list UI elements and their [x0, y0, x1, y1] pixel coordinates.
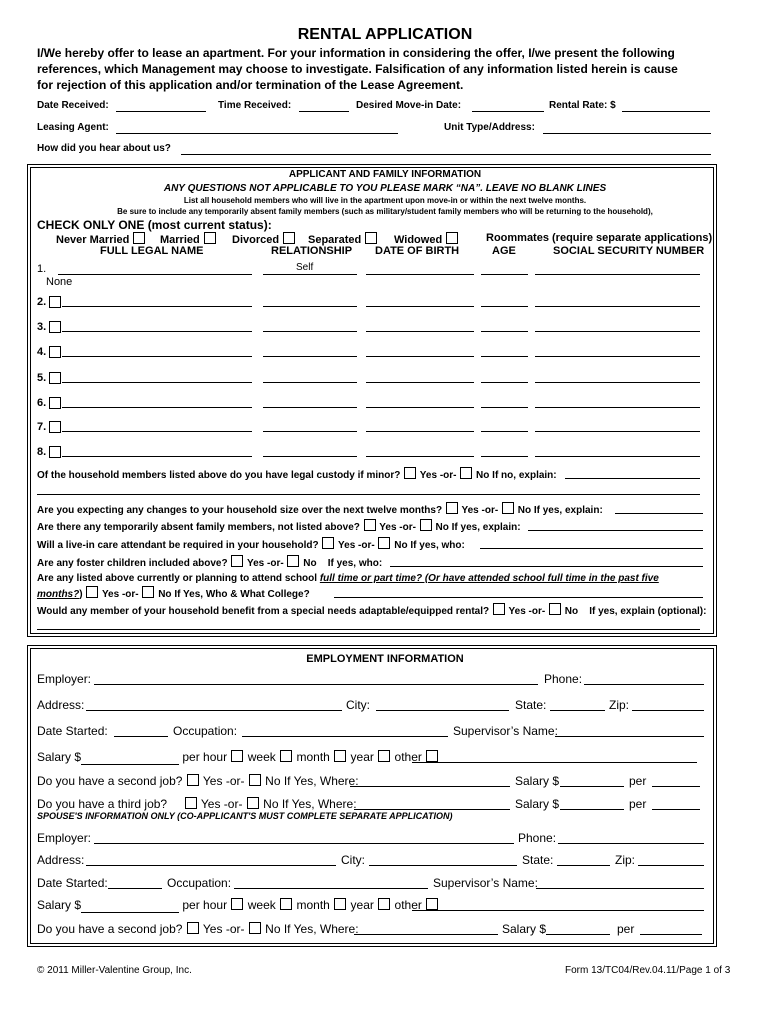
- spouse-employer-label: Employer:: [37, 831, 92, 845]
- foster-yes-checkbox[interactable]: [231, 555, 243, 567]
- absent-explain-field[interactable]: [528, 530, 703, 531]
- second-job-per-label: per: [629, 774, 647, 788]
- spouse-salary-field[interactable]: [81, 898, 179, 913]
- row-dob-field[interactable]: [366, 407, 474, 408]
- spouse-year-checkbox[interactable]: [334, 898, 346, 910]
- row-checkbox[interactable]: [49, 446, 61, 458]
- row-age-field[interactable]: [481, 306, 528, 307]
- row-relationship-field[interactable]: [263, 407, 357, 408]
- school-no-checkbox[interactable]: [142, 586, 154, 598]
- spouse-occupation-field[interactable]: [234, 888, 428, 889]
- second-job-yes-checkbox[interactable]: [187, 774, 199, 786]
- spouse-state-label: State:: [522, 853, 554, 867]
- employer-field[interactable]: [94, 684, 538, 685]
- row-relationship-field[interactable]: [263, 382, 357, 383]
- status-divorced[interactable]: Divorced: [232, 232, 296, 246]
- row-name-field[interactable]: [62, 431, 252, 432]
- phone-field[interactable]: [584, 684, 704, 685]
- livein-no-checkbox[interactable]: [378, 537, 390, 549]
- spouse-zip-label: Zip:: [615, 853, 636, 867]
- row-age-field[interactable]: [481, 407, 528, 408]
- row-name-field[interactable]: [62, 331, 252, 332]
- roommates-label: Roommates (require separate applications): [486, 232, 713, 244]
- status-widowed[interactable]: Widowed: [394, 232, 459, 246]
- row-ssn-field[interactable]: [535, 431, 700, 432]
- row-dob-field[interactable]: [366, 431, 474, 432]
- date-started-field[interactable]: [114, 736, 168, 737]
- employment-section-title: EMPLOYMENT INFORMATION: [306, 653, 464, 665]
- zip-field[interactable]: [632, 710, 704, 711]
- spouse-other-specify-checkbox[interactable]: [426, 898, 438, 910]
- year-checkbox[interactable]: [334, 750, 346, 762]
- intro-line-2: references, which Management may choose to investigate. Falsification of any information listed herein is cause: [37, 62, 678, 76]
- row-1-none: None: [46, 276, 73, 288]
- custody-yes-checkbox[interactable]: [404, 467, 416, 479]
- divorced-checkbox[interactable]: [283, 232, 295, 244]
- q-custody: Of the household members listed above do you have legal custody if minor? Yes -or- No If no, explain:: [37, 467, 557, 481]
- q-absent: Are there any temporarily absent family members, not listed above? Yes -or- No If yes, explain:: [37, 519, 521, 533]
- row-1-relationship-field[interactable]: [263, 274, 357, 275]
- third-job-per-field[interactable]: [652, 809, 700, 810]
- address-label: Address:: [37, 698, 85, 712]
- row-name-field[interactable]: [62, 407, 252, 408]
- time-received-field[interactable]: [299, 111, 349, 112]
- spouse-zip-field[interactable]: [638, 865, 704, 866]
- row-checkbox[interactable]: [49, 321, 61, 333]
- page-title: RENTAL APPLICATION: [297, 26, 473, 43]
- row-age-field[interactable]: [481, 431, 528, 432]
- spouse-second-job-salary-field[interactable]: [546, 934, 610, 935]
- spouse-second-job-yes-checkbox[interactable]: [187, 922, 199, 934]
- time-received-label: Time Received:: [218, 100, 292, 111]
- supervisor-field[interactable]: [555, 736, 704, 737]
- spouse-other-specify-field[interactable]: [412, 910, 704, 911]
- spouse-address-label: Address:: [37, 853, 85, 867]
- row-ssn-field[interactable]: [535, 456, 700, 457]
- row-checkbox[interactable]: [49, 296, 61, 308]
- state-label: State:: [515, 698, 547, 712]
- status-married[interactable]: Married: [160, 232, 217, 246]
- row-dob-field[interactable]: [366, 356, 474, 357]
- special-explain-field[interactable]: [37, 629, 700, 630]
- row-relationship-field[interactable]: [263, 306, 357, 307]
- second-job-row: Do you have a second job? Yes -or- No If Yes, Where:: [37, 774, 359, 788]
- month-checkbox[interactable]: [280, 750, 292, 762]
- status-separated[interactable]: Separated: [308, 232, 378, 246]
- spouse-date-started-label: Date Started:: [37, 876, 108, 890]
- row-relationship-field[interactable]: [263, 331, 357, 332]
- changes-no-checkbox[interactable]: [502, 502, 514, 514]
- spouse-second-job-per-field[interactable]: [640, 934, 702, 935]
- second-job-no-checkbox[interactable]: [249, 774, 261, 786]
- leasing-agent-label: Leasing Agent:: [37, 122, 109, 133]
- third-job-where-field[interactable]: [354, 809, 510, 810]
- row-number: 5.: [37, 372, 47, 384]
- col-age: AGE: [492, 245, 516, 257]
- col-full-legal-name: FULL LEGAL NAME: [100, 245, 204, 257]
- third-job-salary-label: Salary $: [515, 797, 560, 811]
- move-in-label: Desired Move-in Date:: [356, 100, 462, 111]
- spouse-month-checkbox[interactable]: [280, 898, 292, 910]
- row-dob-field[interactable]: [366, 306, 474, 307]
- school-yes-checkbox[interactable]: [86, 586, 98, 598]
- move-in-field[interactable]: [472, 111, 544, 112]
- married-checkbox[interactable]: [204, 232, 216, 244]
- row-1-number: 1.: [37, 263, 47, 275]
- row-number: 4.: [37, 346, 47, 358]
- other-checkbox[interactable]: [378, 750, 390, 762]
- date-started-label: Date Started:: [37, 724, 108, 738]
- foster-no-checkbox[interactable]: [287, 555, 299, 567]
- zip-label: Zip:: [609, 698, 630, 712]
- row-checkbox[interactable]: [49, 421, 61, 433]
- row-ssn-field[interactable]: [535, 356, 700, 357]
- spouse-occupation-label: Occupation:: [167, 876, 232, 890]
- row-age-field[interactable]: [481, 456, 528, 457]
- date-received-field[interactable]: [116, 111, 206, 112]
- changes-explain-field[interactable]: [615, 513, 703, 514]
- separated-checkbox[interactable]: [365, 232, 377, 244]
- how-hear-field[interactable]: [181, 154, 711, 155]
- date-received-label: Date Received:: [37, 100, 109, 111]
- row-relationship-field[interactable]: [263, 456, 357, 457]
- applicant-notice: ANY QUESTIONS NOT APPLICABLE TO YOU PLEASE MARK “NA”. LEAVE NO BLANK LINES: [163, 183, 607, 194]
- q-special: Would any member of your household benefit from a special needs adaptable/equipped rental? Yes -or- No If yes, explain (optional):: [37, 603, 706, 617]
- row-ssn-field[interactable]: [535, 382, 700, 383]
- salary-row: Salary $ per hour week month year other: [37, 750, 439, 765]
- absent-note: Be sure to include any temporarily absent family members (such as military/student family members who will be returning to the household),: [117, 207, 653, 216]
- third-job-no-checkbox[interactable]: [247, 797, 259, 809]
- row-1-name-field[interactable]: [58, 274, 252, 275]
- unit-type-label: Unit Type/Address:: [444, 122, 535, 133]
- employer-label: Employer:: [37, 672, 92, 686]
- spouse-salary-row: Salary $ per hour week month year other: [37, 898, 439, 913]
- second-job-where-field[interactable]: [350, 786, 510, 787]
- second-job-per-field[interactable]: [652, 786, 700, 787]
- third-job-salary-field[interactable]: [560, 809, 624, 810]
- phone-label: Phone:: [544, 672, 583, 686]
- status-never-married[interactable]: Never Married: [56, 232, 146, 246]
- state-field[interactable]: [550, 710, 605, 711]
- row-age-field[interactable]: [481, 382, 528, 383]
- q-school-line-2: months?) Yes -or- No If Yes, Who & What College?: [37, 586, 310, 600]
- spouse-second-job-where-field[interactable]: [354, 934, 498, 935]
- third-job-row: Do you have a third job? Yes -or- No If Yes, Where:: [37, 797, 357, 811]
- school-who-field[interactable]: [334, 597, 703, 598]
- spouse-note: SPOUSE'S INFORMATION ONLY (CO-APPLICANT'S MUST COMPLETE SEPARATE APPLICATION): [37, 811, 453, 821]
- rental-rate-field[interactable]: [622, 111, 710, 112]
- copyright: © 2011 Miller-Valentine Group, Inc.: [37, 965, 192, 976]
- row-ssn-field[interactable]: [535, 407, 700, 408]
- q-changes: Are you expecting any changes to your household size over the next twelve months? Yes -or- No If yes, explain:: [37, 502, 603, 516]
- occupation-field[interactable]: [242, 736, 448, 737]
- row-relationship-field[interactable]: [263, 356, 357, 357]
- spouse-second-job-no-checkbox[interactable]: [249, 922, 261, 934]
- row-age-field[interactable]: [481, 331, 528, 332]
- row-1-ssn-field[interactable]: [535, 274, 700, 275]
- spouse-phone-label: Phone:: [518, 831, 557, 845]
- special-no-checkbox[interactable]: [549, 603, 561, 615]
- col-relationship: RELATIONSHIP: [271, 245, 353, 257]
- custody-explain-line-2[interactable]: [37, 494, 700, 495]
- row-name-field[interactable]: [62, 356, 252, 357]
- leasing-agent-field[interactable]: [116, 133, 398, 134]
- livein-who-field[interactable]: [480, 548, 703, 549]
- row-checkbox[interactable]: [49, 372, 61, 384]
- row-number: 7.: [37, 421, 47, 433]
- city-label: City:: [346, 698, 370, 712]
- applicant-section-title: APPLICANT AND FAMILY INFORMATION: [288, 169, 482, 180]
- foster-who-field[interactable]: [390, 566, 703, 567]
- spouse-state-field[interactable]: [557, 865, 610, 866]
- absent-yes-checkbox[interactable]: [364, 519, 376, 531]
- unit-type-field[interactable]: [543, 133, 711, 134]
- row-name-field[interactable]: [62, 306, 252, 307]
- row-age-field[interactable]: [481, 356, 528, 357]
- third-job-yes-checkbox[interactable]: [185, 797, 197, 809]
- intro-line-3: for rejection of this application and/or termination of the Lease Agreement.: [37, 78, 464, 92]
- rental-rate-label: Rental Rate: $: [549, 100, 616, 111]
- address-field[interactable]: [86, 710, 342, 711]
- row-checkbox[interactable]: [49, 346, 61, 358]
- row-number: 2.: [37, 296, 47, 308]
- col-date-of-birth: DATE OF BIRTH: [375, 245, 460, 257]
- spouse-date-started-field[interactable]: [108, 888, 162, 889]
- q-livein: Will a live-in care attendant be required in your household? Yes -or- No If yes, who:: [37, 537, 465, 551]
- spouse-second-job-per-label: per: [617, 922, 635, 936]
- never-married-checkbox[interactable]: [133, 232, 145, 244]
- custody-explain-field[interactable]: [565, 478, 700, 479]
- spouse-other-checkbox[interactable]: [378, 898, 390, 910]
- row-ssn-field[interactable]: [535, 331, 700, 332]
- list-note: List all household members who will live in the apartment upon move-in or within the next twelve months.: [183, 196, 587, 205]
- row-1-dob-field[interactable]: [366, 274, 474, 275]
- widowed-checkbox[interactable]: [446, 232, 458, 244]
- row-dob-field[interactable]: [366, 331, 474, 332]
- second-job-salary-field[interactable]: [560, 786, 624, 787]
- spouse-supervisor-label: Supervisor’s Name:: [433, 876, 538, 890]
- col-ssn: SOCIAL SECURITY NUMBER: [553, 245, 705, 257]
- custody-no-checkbox[interactable]: [460, 467, 472, 479]
- spouse-address-field[interactable]: [86, 865, 336, 866]
- check-one-heading: CHECK ONLY ONE (most current status):: [37, 218, 272, 232]
- livein-yes-checkbox[interactable]: [322, 537, 334, 549]
- spouse-second-job-row: Do you have a second job? Yes -or- No If Yes, Where:: [37, 922, 359, 936]
- absent-no-checkbox[interactable]: [420, 519, 432, 531]
- special-yes-checkbox[interactable]: [493, 603, 505, 615]
- city-field[interactable]: [376, 710, 509, 711]
- row-1-self: Self: [296, 262, 314, 273]
- row-number: 6.: [37, 397, 47, 409]
- spouse-week-checkbox[interactable]: [231, 898, 243, 910]
- row-dob-field[interactable]: [366, 456, 474, 457]
- row-number: 8.: [37, 446, 47, 458]
- row-checkbox[interactable]: [49, 397, 61, 409]
- third-job-per-label: per: [629, 797, 647, 811]
- row-relationship-field[interactable]: [263, 431, 357, 432]
- spouse-city-label: City:: [341, 853, 365, 867]
- spouse-second-job-salary-label: Salary $: [502, 922, 547, 936]
- occupation-label: Occupation:: [173, 724, 238, 738]
- q-foster: Are any foster children included above? Yes -or- No If yes, who:: [37, 555, 382, 569]
- changes-yes-checkbox[interactable]: [446, 502, 458, 514]
- row-name-field[interactable]: [62, 456, 252, 457]
- spouse-employer-field[interactable]: [94, 843, 514, 844]
- other-specify-field[interactable]: [412, 762, 697, 763]
- row-name-field[interactable]: [62, 382, 252, 383]
- second-job-salary-label: Salary $: [515, 774, 560, 788]
- intro-line-1: I/We hereby offer to lease an apartment. For your information in considering the offer, I/we present the following: [37, 46, 675, 60]
- row-1-age-field[interactable]: [481, 274, 528, 275]
- spouse-supervisor-field[interactable]: [536, 888, 704, 889]
- form-id: Form 13/TC04/Rev.04.11/Page 1 of 3: [565, 965, 731, 976]
- row-number: 3.: [37, 321, 47, 333]
- how-hear-label: How did you hear about us?: [37, 143, 171, 154]
- salary-field[interactable]: [81, 750, 179, 765]
- q-school-line-1: Are any listed above currently or planning to attend school full time or part time? (Or have attended school full time in the past five: [37, 573, 659, 584]
- other-specify-checkbox[interactable]: [426, 750, 438, 762]
- row-dob-field[interactable]: [366, 382, 474, 383]
- spouse-city-field[interactable]: [369, 865, 517, 866]
- supervisor-label: Supervisor’s Name:: [453, 724, 558, 738]
- week-checkbox[interactable]: [231, 750, 243, 762]
- row-ssn-field[interactable]: [535, 306, 700, 307]
- spouse-phone-field[interactable]: [558, 843, 704, 844]
